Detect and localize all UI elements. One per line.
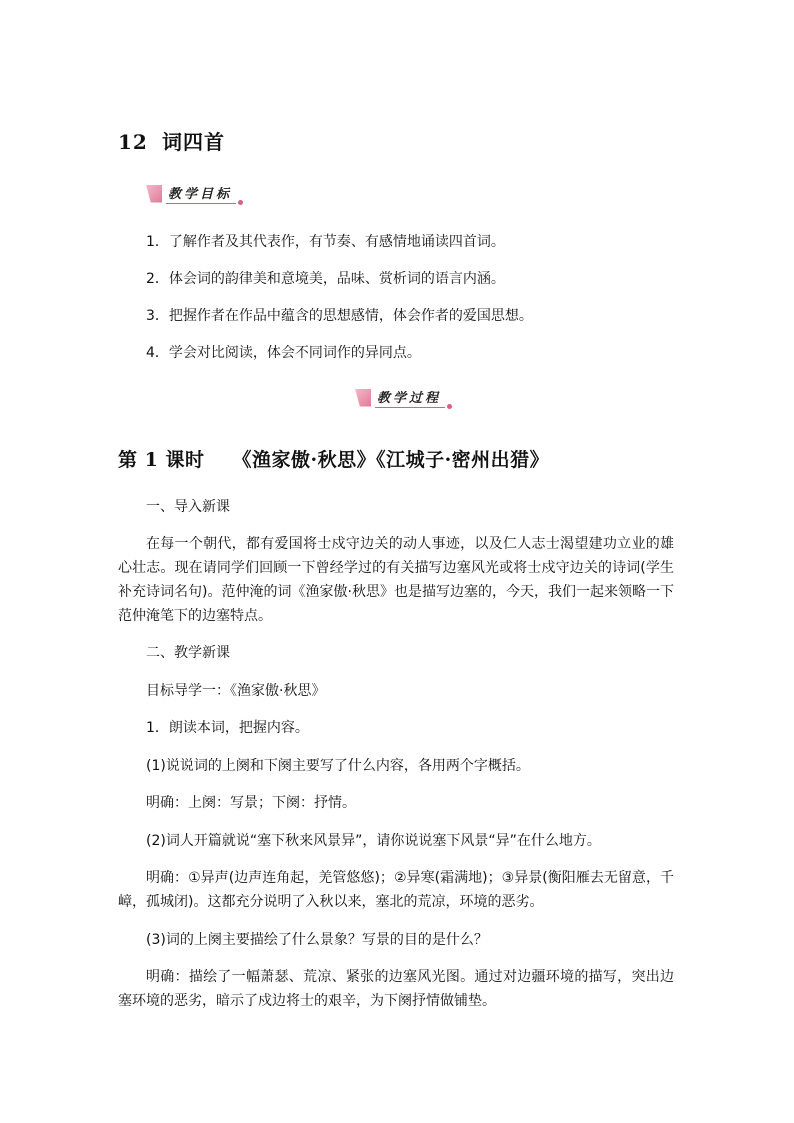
paragraph: (1)说说词的上阕和下阕主要写了什么内容，各用两个字概括。 [146,758,530,774]
teaching-goals-banner [146,182,243,205]
lesson-number: 12 [118,130,148,154]
paragraph: 目标导学一：《渔家傲·秋思》 [146,683,326,699]
paragraph: 二、教学新课 [146,645,230,661]
goal-item: 3．把握作者在作品中蕴含的思想感情，体会作者的爱国思想。 [146,308,533,324]
paragraph: (2)词人开篇就说“塞下秋来风景异”，请你说说塞下风景“异”在什么地方。 [146,833,601,849]
paragraph: 在每一个朝代，都有爱国将士戍守边关的动人事迹，以及仁人志士渴望建功立业的雄心壮志。现在请同学们回顾一下曾经学过的有关描写边塞风光或将士戍守边关的诗词(学生补充诗词名句)。范仲淹的词《渔家傲·秋思》也是描写边塞的，今天，我们一起来领略一下范仲淹笔下的边塞特点。 [118,536,674,624]
section-period: 第 1 课时 [118,449,205,471]
teaching-process-banner [355,386,452,409]
banner-flag-icon [146,185,162,203]
paragraph: 明确：描绘了一幅萧瑟、荒凉、紧张的边塞风光图。通过对边疆环境的描写，突出边塞环境的恶劣，暗示了戍边将士的艰辛，为下阕抒情做铺垫。 [118,969,674,1009]
banner-label: 教学过程 [375,387,445,408]
lesson-title [118,126,225,155]
banner-flag-icon [355,389,371,407]
lesson-name: 词四首 [162,130,225,154]
goal-item: 1．了解作者及其代表作，有节奏、有感情地诵读四首词。 [146,234,505,250]
goal-item: 2．体会词的韵律美和意境美，品味、赏析词的语言内涵。 [146,271,505,287]
paragraph: 明确：上阕：写景；下阕：抒情。 [146,795,356,811]
paragraph: 一、导入新课 [146,499,230,515]
paragraph: 明确：①异声(边声连角起，羌管悠悠)；②异寒(霜满地)；③异景(衡阳雁去无留意，千嶂，孤城闭)。这都充分说明了入秋以来，塞北的荒凉，环境的恶劣。 [118,870,674,910]
paragraph: 1．朗读本词，把握内容。 [146,720,309,736]
section-title [118,445,549,472]
goal-item: 4．学会对比阅读，体会不同词作的异同点。 [146,345,421,361]
banner-label: 教学目标 [166,183,236,204]
section-works: 《渔家傲·秋思》《江城子·密州出猎》 [232,449,550,471]
banner-dot-icon [238,200,243,205]
banner-dot-icon [447,404,452,409]
paragraph: (3)词的上阕主要描绘了什么景象？写景的目的是什么？ [146,932,488,948]
